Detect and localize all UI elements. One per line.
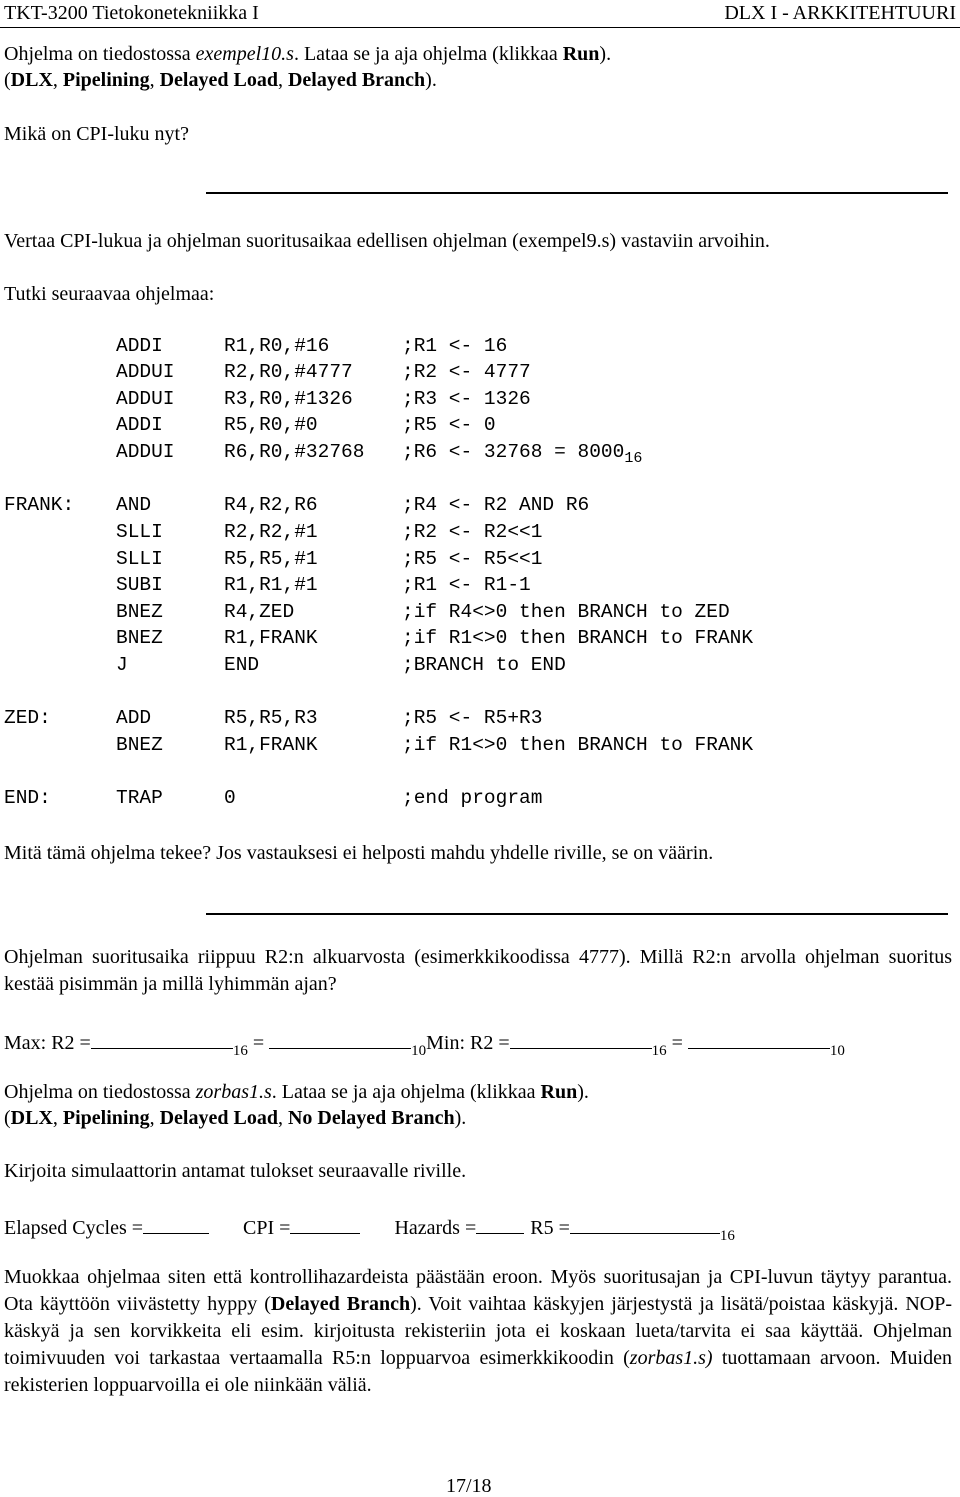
max-hex-blank[interactable] bbox=[91, 1030, 233, 1049]
subscript-10: 10 bbox=[829, 1043, 845, 1059]
text: ( bbox=[4, 1107, 11, 1129]
code-op: BNEZ bbox=[116, 734, 163, 756]
second-line-1 bbox=[4, 1082, 589, 1102]
text: ). bbox=[577, 1081, 589, 1103]
max-label: Max: R2 = bbox=[4, 1032, 91, 1054]
header-section: DLX I - ARKKITEHTUURI bbox=[724, 2, 956, 24]
text: ( bbox=[4, 69, 11, 91]
code-op: TRAP bbox=[116, 787, 163, 809]
code-op: J bbox=[116, 654, 128, 676]
code-op: SUBI bbox=[116, 574, 163, 596]
header-course: TKT-3200 Tietokonetekniikka I bbox=[4, 2, 259, 24]
answer-line-what[interactable] bbox=[206, 913, 948, 915]
text: ). bbox=[599, 43, 612, 65]
code-args: R1,FRANK bbox=[224, 734, 318, 756]
code-op: SLLI bbox=[116, 548, 163, 570]
what-question: Mitä tämä ohjelma tekee? Jos vastauksesi ei helposti mahdu yhdelle riville, se on väärin. bbox=[4, 842, 714, 864]
code-label: END: bbox=[4, 787, 51, 809]
delayed-branch-term: Delayed Branch bbox=[270, 1293, 411, 1315]
code-comment: ;R1 <- 16 bbox=[402, 335, 508, 357]
text: , bbox=[52, 1107, 63, 1129]
code-args: R5,R5,R3 bbox=[224, 707, 318, 729]
filename: zorbas1.s bbox=[195, 1081, 272, 1103]
intro-line-1 bbox=[4, 44, 611, 64]
text: ). bbox=[454, 1107, 467, 1129]
code-args: R1,R0,#16 bbox=[224, 335, 330, 357]
code-args: R4,R2,R6 bbox=[224, 494, 318, 516]
runtime-question: Ohjelman suoritusaika riippuu R2:n alkuarvosta (esimerkkikoodissa 4777). Millä R2:n arvolla ohjelman suoritus kestää pisimmän ja millä lyhimmän ajan? bbox=[4, 946, 952, 995]
text: , bbox=[149, 69, 160, 91]
code-args: R2,R0,#4777 bbox=[224, 361, 353, 383]
min-label: Min: R2 = bbox=[426, 1032, 510, 1054]
run-keyword: Run bbox=[562, 43, 600, 65]
elapsed-blank[interactable] bbox=[143, 1215, 209, 1234]
subscript-16: 16 bbox=[232, 1043, 248, 1059]
compare-text: Vertaa CPI-lukua ja ohjelman suoritusaikaa edellisen ohjelman (exempel9.s) vastaviin arvoihin. bbox=[4, 230, 770, 252]
option-delayed-branch: Delayed Branch bbox=[287, 69, 426, 91]
r5-blank[interactable] bbox=[570, 1215, 720, 1234]
code-op: ADDUI bbox=[116, 441, 175, 463]
code-comment: ;R5 <- R5<<1 bbox=[402, 548, 543, 570]
filename: exempel10.s bbox=[195, 43, 294, 65]
code-comment: ;if R1<>0 then BRANCH to FRANK bbox=[402, 734, 754, 756]
code-comment: ;R2 <- R2<<1 bbox=[402, 521, 543, 543]
hazards-blank[interactable] bbox=[476, 1215, 524, 1234]
text: ). Voit vaihtaa käskyjen järjestystä ja lisätä/poistaa käskyjä. NOP-käskyä ja sen korvikkeita eli esim. kirjoitusta rekisteriin jota ei koskaan lueta/tarvita ei saa käyttää. Ohjelman toimivuuden voi tarkastaa vertaamalla R5:n loppuarvoa esimerkkikoodin ( bbox=[4, 1293, 953, 1369]
code-comment-subscript: 16 bbox=[624, 450, 643, 467]
option-pipelining: Pipelining bbox=[62, 1107, 150, 1129]
text: , bbox=[52, 69, 63, 91]
text: Ohjelma on tiedostossa bbox=[4, 1081, 196, 1103]
option-delayed-load: Delayed Load bbox=[159, 69, 278, 91]
min-hex-blank[interactable] bbox=[510, 1030, 652, 1049]
option-delayed-load: Delayed Load bbox=[159, 1107, 278, 1129]
elapsed-label: Elapsed Cycles = bbox=[4, 1217, 144, 1239]
text: Ohjelma on tiedostossa bbox=[4, 43, 196, 65]
cpi-question: Mikä on CPI-luku nyt? bbox=[4, 123, 189, 145]
code-args: R4,ZED bbox=[224, 601, 295, 623]
max-dec-blank[interactable] bbox=[269, 1030, 411, 1049]
max-min-row bbox=[4, 1030, 845, 1059]
equals: = bbox=[252, 1032, 265, 1054]
option-no-delayed-branch: No Delayed Branch bbox=[287, 1107, 455, 1129]
cpi-label: CPI = bbox=[243, 1217, 291, 1239]
code-comment bbox=[402, 441, 643, 467]
code-comment: ;BRANCH to END bbox=[402, 654, 566, 676]
hazards-label: Hazards = bbox=[394, 1217, 477, 1239]
code-op: BNEZ bbox=[116, 601, 163, 623]
run-keyword: Run bbox=[540, 1081, 578, 1103]
text: ). bbox=[425, 69, 437, 91]
option-dlx: DLX bbox=[10, 69, 53, 91]
code-label: ZED: bbox=[4, 707, 51, 729]
code-comment: ;end program bbox=[402, 787, 543, 809]
code-args: END bbox=[224, 654, 260, 676]
modify-instructions bbox=[4, 1264, 952, 1399]
code-op: BNEZ bbox=[116, 627, 163, 649]
code-op: SLLI bbox=[116, 521, 163, 543]
code-op: ADDUI bbox=[116, 361, 175, 383]
code-args: R3,R0,#1326 bbox=[224, 388, 353, 410]
option-dlx: DLX bbox=[10, 1107, 53, 1129]
subscript-10: 10 bbox=[411, 1043, 427, 1059]
option-pipelining: Pipelining bbox=[62, 69, 150, 91]
text: , bbox=[149, 1107, 160, 1129]
code-comment: ;R3 <- 1326 bbox=[402, 388, 531, 410]
code-op: ADDI bbox=[116, 414, 163, 436]
second-line-2 bbox=[4, 1108, 466, 1128]
text: , bbox=[277, 69, 288, 91]
equals: = bbox=[671, 1032, 683, 1054]
code-comment: ;if R4<>0 then BRANCH to ZED bbox=[402, 601, 730, 623]
answer-line-cpi[interactable] bbox=[206, 192, 948, 194]
code-args: R6,R0,#32768 bbox=[224, 441, 365, 463]
cpi-blank[interactable] bbox=[290, 1215, 360, 1234]
code-op: ADDUI bbox=[116, 388, 175, 410]
subscript-16: 16 bbox=[651, 1043, 667, 1059]
code-op: ADD bbox=[116, 707, 152, 729]
code-args: R1,R1,#1 bbox=[224, 574, 318, 596]
code-comment: ;if R1<>0 then BRANCH to FRANK bbox=[402, 627, 754, 649]
code-comment: ;R1 <- R1-1 bbox=[402, 574, 531, 596]
text: . Lataa se ja aja ohjelma (klikkaa bbox=[293, 43, 563, 65]
text: . Lataa se ja aja ohjelma (klikkaa bbox=[271, 1081, 541, 1103]
code-comment: ;R2 <- 4777 bbox=[402, 361, 531, 383]
text: tuottamaan arvoon. Muiden rekisterien loppuarvoilla ei ole niinkään väliä. bbox=[4, 1347, 952, 1396]
code-args: R1,FRANK bbox=[224, 627, 318, 649]
code-op: ADDI bbox=[116, 335, 163, 357]
code-comment-text: ;R6 <- 32768 = 8000 bbox=[402, 441, 625, 463]
code-comment: ;R4 <- R2 AND R6 bbox=[402, 494, 590, 516]
subscript-16: 16 bbox=[719, 1228, 735, 1244]
code-comment: ;R5 <- R5+R3 bbox=[402, 707, 543, 729]
min-dec-blank[interactable] bbox=[688, 1030, 830, 1049]
text: , bbox=[277, 1107, 288, 1129]
filename: zorbas1.s) bbox=[629, 1347, 713, 1369]
page-number: 17/18 bbox=[446, 1475, 492, 1497]
code-args: 0 bbox=[224, 787, 236, 809]
code-op: AND bbox=[116, 494, 152, 516]
results-row bbox=[4, 1215, 735, 1244]
code-args: R5,R0,#0 bbox=[224, 414, 318, 436]
text: Muokkaa ohjelmaa siten että kontrollihazardeista päästään eroon. Myös suoritusajan ja CPI-luvun täytyy parantua. Ota käyttöön viivästetty hyppy ( bbox=[4, 1266, 952, 1315]
code-comment: ;R5 <- 0 bbox=[402, 414, 496, 436]
code-args: R2,R2,#1 bbox=[224, 521, 318, 543]
header-rule bbox=[0, 27, 960, 28]
code-args: R5,R5,#1 bbox=[224, 548, 318, 570]
intro-line-2 bbox=[4, 70, 437, 90]
write-results-text: Kirjoita simulaattorin antamat tulokset seuraavalle riville. bbox=[4, 1160, 467, 1182]
r5-label: R5 = bbox=[530, 1217, 570, 1239]
study-text: Tutki seuraavaa ohjelmaa: bbox=[4, 283, 215, 305]
code-label: FRANK: bbox=[4, 494, 75, 516]
